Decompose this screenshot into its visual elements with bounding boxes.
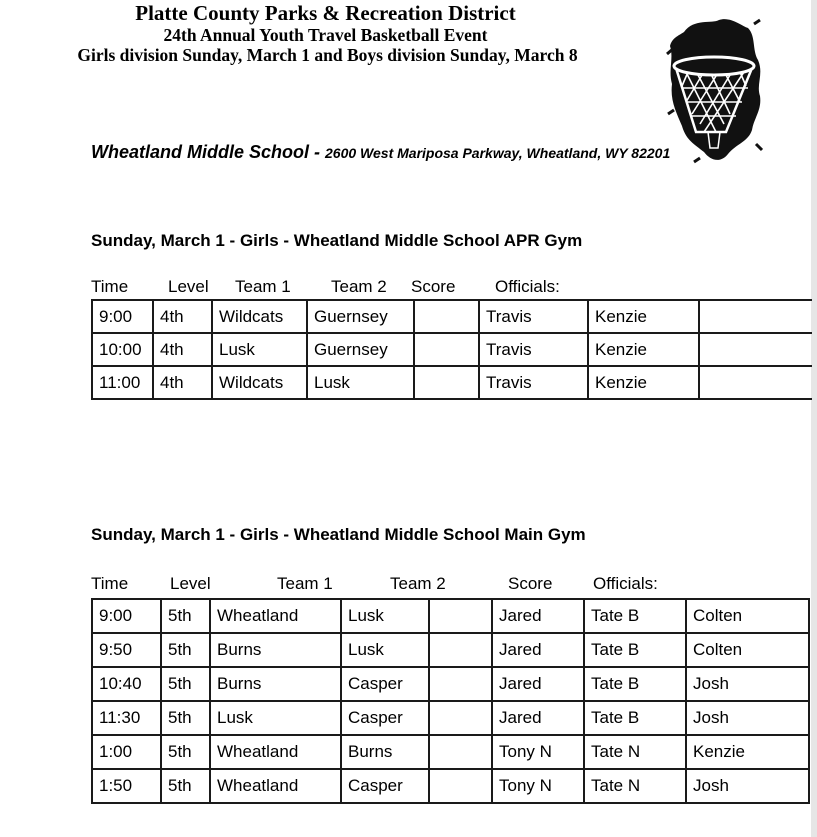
apr-cell-official-2: Kenzie	[588, 366, 699, 399]
apr-cell-official-3	[699, 300, 812, 333]
main-cell-official-1: Jared	[492, 701, 584, 735]
apr-gym-title: Sunday, March 1 - Girls - Wheatland Middle School APR Gym	[91, 231, 583, 250]
main-cell-team1: Wheatland	[210, 735, 341, 769]
main-cell-official-1: Tony N	[492, 769, 584, 803]
apr-table-row	[92, 300, 812, 333]
apr-cell-level: 4th	[153, 300, 212, 333]
main-cell-official-2: Tate B	[584, 667, 686, 701]
apr-cell-time: 10:00	[92, 333, 153, 366]
main-table-row	[92, 735, 809, 769]
main-table-row	[92, 701, 809, 735]
apr-cell-time: 11:00	[92, 366, 153, 399]
main-cell-team2: Casper	[341, 667, 429, 701]
main-cell-official-2: Tate N	[584, 769, 686, 803]
apr-cell-team1: Lusk	[212, 333, 307, 366]
apr-gym-schedule-table	[91, 299, 812, 400]
apr-cell-level: 4th	[153, 366, 212, 399]
apr-cell-score	[414, 366, 479, 399]
main-cell-official-3: Kenzie	[686, 735, 809, 769]
main-table-row	[92, 599, 809, 633]
main-cell-time: 9:50	[92, 633, 161, 667]
main-cell-level: 5th	[161, 633, 210, 667]
apr-cell-official-2: Kenzie	[588, 300, 699, 333]
apr-cell-team2: Guernsey	[307, 333, 414, 366]
main-gym-schedule-table	[91, 598, 810, 804]
event-dates: Girls division Sunday, March 1 and Boys division Sunday, March 8	[77, 45, 578, 65]
apr-cell-team2: Lusk	[307, 366, 414, 399]
main-cell-team1: Lusk	[210, 701, 341, 735]
apr-cell-score	[414, 300, 479, 333]
main-header-score: Score	[508, 574, 553, 593]
main-cell-official-3: Josh	[686, 769, 809, 803]
venue-info	[91, 141, 671, 165]
main-cell-official-2: Tate B	[584, 633, 686, 667]
apr-cell-official-3	[699, 333, 812, 366]
main-cell-official-1: Tony N	[492, 735, 584, 769]
apr-cell-official-2: Kenzie	[588, 333, 699, 366]
basketball-hoop-icon	[664, 14, 764, 166]
main-cell-official-3: Colten	[686, 599, 809, 633]
apr-cell-team1: Wildcats	[212, 366, 307, 399]
main-table-row	[92, 633, 809, 667]
apr-cell-level: 4th	[153, 333, 212, 366]
apr-cell-time: 9:00	[92, 300, 153, 333]
main-cell-score	[429, 735, 492, 769]
main-header-officials: Officials:	[593, 574, 658, 593]
apr-cell-official-3	[699, 366, 812, 399]
main-table-row	[92, 769, 809, 803]
main-cell-official-3: Josh	[686, 667, 809, 701]
apr-header-level: Level	[168, 277, 209, 296]
main-cell-team1: Burns	[210, 633, 341, 667]
org-title: Platte County Parks & Recreation District	[135, 1, 516, 25]
apr-header-score: Score	[411, 277, 456, 296]
main-cell-official-3: Josh	[686, 701, 809, 735]
venue-name: Wheatland Middle School -	[91, 142, 325, 162]
apr-header-team2: Team 2	[331, 277, 387, 296]
main-cell-time: 1:00	[92, 735, 161, 769]
apr-cell-official-1: Travis	[479, 333, 588, 366]
apr-cell-team1: Wildcats	[212, 300, 307, 333]
main-gym-title: Sunday, March 1 - Girls - Wheatland Middle School Main Gym	[91, 525, 586, 544]
main-cell-time: 11:30	[92, 701, 161, 735]
main-cell-team1: Wheatland	[210, 769, 341, 803]
main-cell-level: 5th	[161, 599, 210, 633]
main-cell-team2: Casper	[341, 769, 429, 803]
main-cell-score	[429, 769, 492, 803]
main-table-row	[92, 667, 809, 701]
main-cell-score	[429, 667, 492, 701]
apr-cell-official-1: Travis	[479, 366, 588, 399]
main-cell-time: 1:50	[92, 769, 161, 803]
main-cell-level: 5th	[161, 735, 210, 769]
apr-cell-score	[414, 333, 479, 366]
apr-table-row	[92, 333, 812, 366]
main-cell-team2: Lusk	[341, 633, 429, 667]
scrollbar-track[interactable]	[811, 0, 817, 837]
apr-header-time: Time	[91, 277, 129, 296]
main-cell-time: 10:40	[92, 667, 161, 701]
main-cell-team1: Burns	[210, 667, 341, 701]
main-cell-official-2: Tate B	[584, 599, 686, 633]
apr-cell-team2: Guernsey	[307, 300, 414, 333]
main-cell-official-1: Jared	[492, 633, 584, 667]
main-cell-score	[429, 701, 492, 735]
main-cell-team2: Burns	[341, 735, 429, 769]
main-cell-level: 5th	[161, 667, 210, 701]
main-cell-score	[429, 633, 492, 667]
main-cell-team2: Casper	[341, 701, 429, 735]
event-title: 24th Annual Youth Travel Basketball Event	[163, 25, 488, 45]
apr-header-team1: Team 1	[235, 277, 291, 296]
main-cell-team1: Wheatland	[210, 599, 341, 633]
apr-cell-official-1: Travis	[479, 300, 588, 333]
main-cell-official-2: Tate B	[584, 701, 686, 735]
apr-table-row	[92, 366, 812, 399]
main-header-time: Time	[91, 574, 129, 593]
main-header-level: Level	[170, 574, 211, 593]
main-cell-time: 9:00	[92, 599, 161, 633]
main-cell-official-2: Tate N	[584, 735, 686, 769]
apr-header-officials: Officials:	[495, 277, 560, 296]
main-cell-official-1: Jared	[492, 667, 584, 701]
main-cell-level: 5th	[161, 769, 210, 803]
main-header-team1: Team 1	[277, 574, 333, 593]
main-cell-level: 5th	[161, 701, 210, 735]
main-cell-official-3: Colten	[686, 633, 809, 667]
main-cell-score	[429, 599, 492, 633]
main-header-team2: Team 2	[390, 574, 446, 593]
main-cell-official-1: Jared	[492, 599, 584, 633]
venue-address: 2600 West Mariposa Parkway, Wheatland, WY 82201	[325, 145, 671, 161]
main-cell-team2: Lusk	[341, 599, 429, 633]
